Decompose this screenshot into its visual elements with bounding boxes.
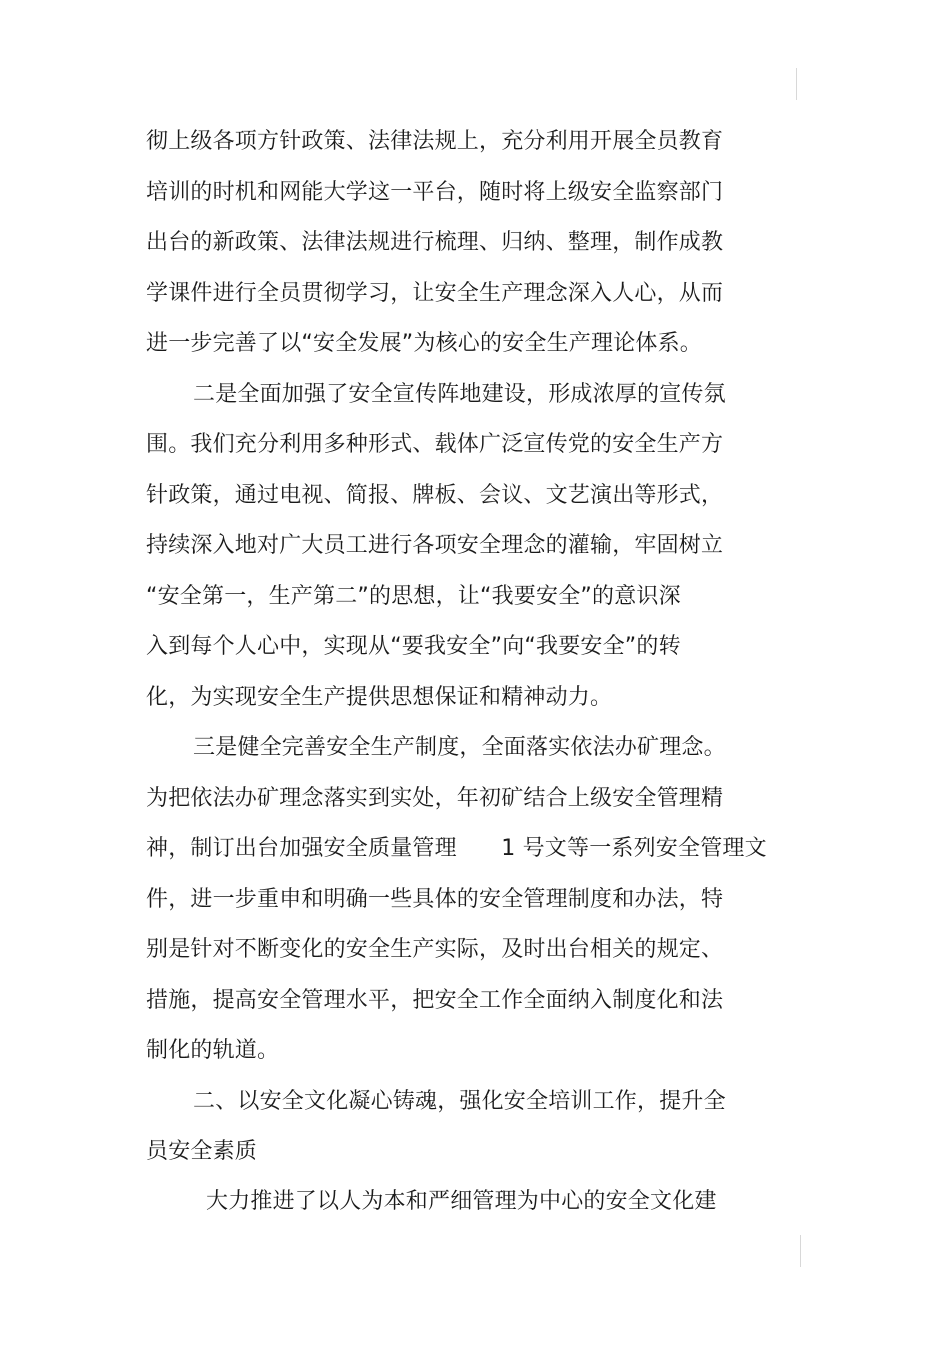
text-line-14: 为把依法办矿理念落实到实处，年初矿结合上级安全管理精 (146, 786, 724, 811)
text-line-16: 件，进一步重申和明确一些具体的安全管理制度和办法，特 (146, 887, 724, 912)
text-line-7: 围。我们充分利用多种形式、载体广泛宣传党的安全生产方 (146, 432, 724, 457)
text-line-19: 制化的轨道。 (146, 1038, 280, 1063)
text-line-22: 大力推进了以人为本和严细管理为中心的安全文化建 (206, 1189, 717, 1214)
text-line-8: 针政策，通过电视、简报、牌板、会议、文艺演出等形式， (146, 483, 724, 508)
text-line-10: “安全第一，生产第二”的思想，让“我要安全”的意识深 (146, 584, 681, 609)
text-line-1: 彻上级各项方针政策、法律法规上，充分利用开展全员教育 (146, 129, 724, 154)
text-line-5: 进一步完善了以“安全发展”为核心的安全生产理论体系。 (146, 331, 702, 356)
text-line-11: 入到每个人心中，实现从“要我安全”向“我要安全”的转 (146, 634, 681, 659)
text-line-18: 措施，提高安全管理水平，把安全工作全面纳入制度化和法 (146, 988, 724, 1013)
text-line-6: 二是全面加强了安全宣传阵地建设，形成浓厚的宣传氛 (193, 382, 726, 407)
margin-mark-top (796, 68, 797, 100)
text-line-17: 别是针对不断变化的安全生产实际，及时出台相关的规定、 (146, 937, 724, 962)
text-line-12: 化，为实现安全生产提供思想保证和精神动力。 (146, 685, 613, 710)
margin-mark-bottom (800, 1235, 801, 1267)
text-line-9: 持续深入地对广大员工进行各项安全理念的灌输，牢固树立 (146, 533, 724, 558)
text-line-4: 学课件进行全员贯彻学习，让安全生产理念深入人心，从而 (146, 281, 724, 306)
text-line-13: 三是健全完善安全生产制度，全面落实依法办矿理念。 (193, 735, 726, 760)
text-line-3: 出台的新政策、法律法规进行梳理、归纳、整理，制作成教 (146, 230, 724, 255)
text-line-2: 培训的时机和网能大学这一平台，随时将上级安全监察部门 (146, 180, 724, 205)
section-heading-line-2: 员安全素质 (146, 1139, 258, 1164)
section-heading-line-1: 二、以安全文化凝心铸魂，强化安全培训工作，提升全 (193, 1089, 726, 1114)
text-line-15: 神，制订出台加强安全质量管理 1 号文等一系列安全管理文 (146, 836, 767, 861)
